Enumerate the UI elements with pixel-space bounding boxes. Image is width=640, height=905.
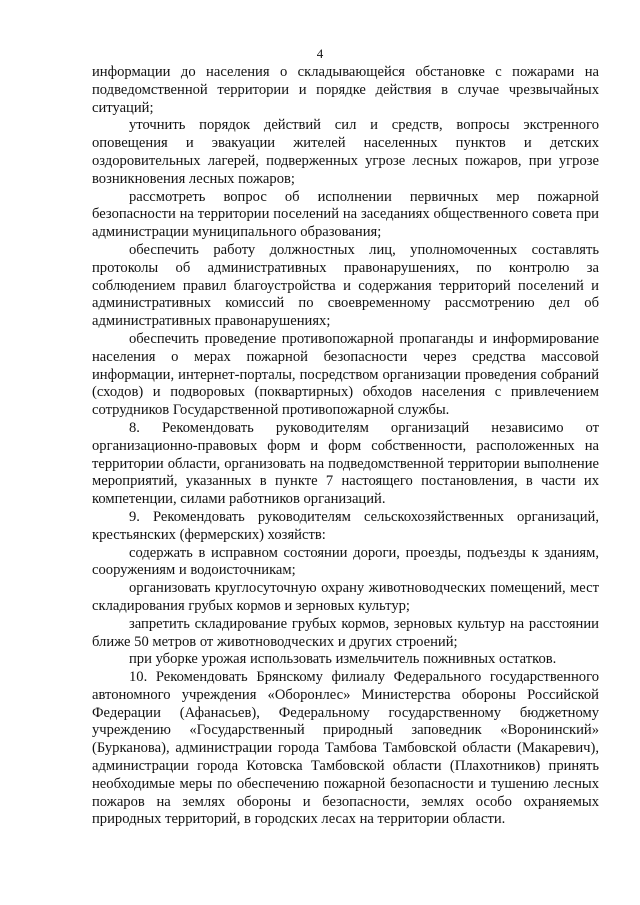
paragraph-continuation: информации до населения о складывающейся обстановке с пожарами на подведомственной территории и порядке действия в случае чрезвычайных ситуаций;	[92, 64, 599, 116]
paragraph-ensure-officials-work: обеспечить работу должностных лиц, уполномоченных составлять протоколы об административных правонарушениях, по контролю за соблюдением правил благоустройства и содержания территорий поселений и административных комиссий по своевременному рассмотрению дел об административных правонарушениях;	[92, 241, 599, 330]
paragraph-item-10: 10. Рекомендовать Брянскому филиалу Федерального государственного автономного учреждения «Оборонлес» Министерства обороны Российской Федерации (Афанасьев), Федеральному государственному бюджетному учреждению «Государственный природный заповедник «Воронинский» (Бурканова), администрации города Тамбова Тамбовской области (Макаревич), администрации города Котовска Тамбовской области (Плахотников) принять необходимые меры по обеспечению пожарной безопасности и тушению лесных пожаров на землях обороны и безопасности, землях особо охраняемых природных территорий, в городских лесах на территории области.	[92, 669, 599, 828]
paragraph-livestock-guard: организовать круглосуточную охрану животноводческих помещений, мест складирования грубых кормов и зерновых культур;	[92, 580, 599, 614]
paragraph-fire-propaganda: обеспечить проведение противопожарной пропаганды и информирование населения о мерах пожарной безопасности через средства массовой информации, интернет-порталы, посредством организации проведения собраний (сходов) и подворовых (поквартирных) обходов населения с привлечением сотрудников Государственной противопожарной службы.	[92, 330, 599, 419]
paragraph-consider-fire-safety: рассмотреть вопрос об исполнении первичных мер пожарной безопасности на территории поселений на заседаниях общественного совета при администрации муниципального образования;	[92, 188, 599, 241]
paragraph-item-8: 8. Рекомендовать руководителям организаций независимо от организационно-правовых форм и форм собственности, расположенных на территории области, организовать на подведомственной территории выполнение мероприятий, указанных в пункте 7 настоящего постановления, в части их компетенции, силами работников организаций.	[92, 419, 599, 508]
paragraph-roads-maintenance: содержать в исправном состоянии дороги, проезды, подъезды к зданиям, сооружениям и водоисточникам;	[92, 544, 599, 579]
paragraph-clarify-actions: уточнить порядок действий сил и средств, вопросы экстренного оповещения и эвакуации жителей населенных пунктов и детских оздоровительных лагерей, подверженных угрозе лесных пожаров, при угрозе возникновения лесных пожаров;	[92, 117, 599, 187]
paragraph-storage-ban: запретить складирование грубых кормов, зерновых культур на расстоянии ближе 50 метров от животноводческих и других строений;	[92, 615, 599, 650]
paragraph-harvest-shredder: при уборке урожая использовать измельчитель пожнивных остатков.	[129, 651, 557, 668]
document-body	[92, 64, 599, 829]
paragraph-item-9: 9. Рекомендовать руководителям сельскохозяйственных организаций, крестьянских (фермерских) хозяйств:	[92, 508, 599, 543]
page-number: 4	[316, 46, 324, 61]
